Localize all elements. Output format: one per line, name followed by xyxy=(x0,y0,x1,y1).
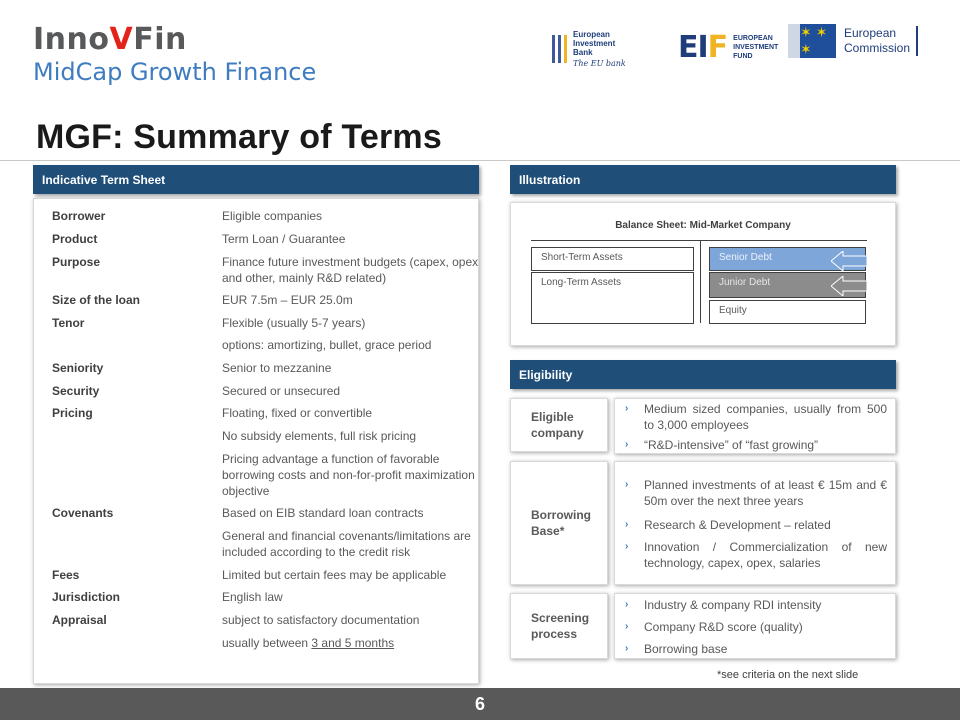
term-label: Jurisdiction xyxy=(52,590,121,604)
list-item: › Planned investments of at least € 15m and € 50m over the next three years xyxy=(625,478,887,508)
balance-sheet-top-line xyxy=(531,240,867,241)
chevron-right-icon: › xyxy=(625,621,629,632)
list-item: › Medium sized companies, usually from 500 to 3,000 employees xyxy=(625,402,887,432)
long-term-assets-box: Long-Term Assets xyxy=(531,272,694,324)
european-commission-logo: ✶ ✶ ✶ European Commission xyxy=(788,24,918,58)
term-label: Size of the loan xyxy=(52,293,141,307)
illustration-panel xyxy=(510,202,896,346)
footnote: *see criteria on the next slide xyxy=(717,669,859,681)
term-label: Covenants xyxy=(52,506,114,520)
illustration-header: Illustration xyxy=(510,165,896,194)
chevron-right-icon: › xyxy=(625,643,629,654)
screening-process-label: Screening process xyxy=(510,593,608,659)
chevron-right-icon: › xyxy=(625,479,629,490)
term-value: No subsidy elements, full risk pricing xyxy=(222,429,417,443)
list-item: › Borrowing base xyxy=(625,642,728,656)
junior-debt-box: Junior Debt xyxy=(709,272,866,298)
eif-logo: EIF EUROPEAN INVESTMENT FUND xyxy=(678,30,779,65)
term-value: Floating, fixed or convertible xyxy=(222,406,373,420)
term-value: Eligible companies xyxy=(222,209,323,223)
page-number: 6 xyxy=(474,693,485,714)
term-label: Pricing xyxy=(52,406,93,420)
eib-mark-icon xyxy=(552,35,567,63)
chevron-right-icon: › xyxy=(625,519,629,530)
term-sheet-header: Indicative Term Sheet xyxy=(33,165,479,194)
list-item: › Industry & company RDI intensity xyxy=(625,598,822,612)
chevron-right-icon: › xyxy=(625,439,629,450)
chevron-right-icon: › xyxy=(625,403,629,414)
term-label: Seniority xyxy=(52,361,104,375)
slide-title: MGF: Summary of Terms xyxy=(36,118,442,156)
term-value: options: amortizing, bullet, grace period xyxy=(222,338,432,352)
term-value: Senior to mezzanine xyxy=(222,361,332,375)
chevron-right-icon: › xyxy=(625,541,629,552)
term-label: Fees xyxy=(52,568,80,582)
term-value: usually between 3 and 5 months xyxy=(222,636,395,650)
term-label: Tenor xyxy=(52,316,85,330)
term-value: Finance future investment budgets (capex, opex and other, mainly R&D related) xyxy=(222,255,479,285)
eib-logo: European Investment Bank The EU bank xyxy=(552,30,626,68)
term-value: subject to satisfactory documentation xyxy=(222,613,420,627)
junior-arrow-icon xyxy=(831,276,867,296)
term-label: Purpose xyxy=(52,255,101,269)
logo-subtitle: MidCap Growth Finance xyxy=(33,58,317,86)
term-value: Secured or unsecured xyxy=(222,384,341,398)
term-label: Borrower xyxy=(52,209,106,223)
term-value: General and financial covenants/limitations are included according to the credit risk xyxy=(222,529,471,559)
list-item: › “R&D-intensive” of “fast growing” xyxy=(625,438,819,452)
footer-bar xyxy=(0,688,960,720)
term-value: Based on EIB standard loan contracts xyxy=(222,506,424,520)
borrowing-base-criteria xyxy=(614,461,896,585)
eif-mark: EIF xyxy=(678,30,728,65)
list-item: › Innovation / Commercialization of new technology, capex, opex, salaries xyxy=(625,540,887,570)
eligible-company-criteria xyxy=(614,398,896,454)
title-divider xyxy=(0,160,960,161)
equity-box: Equity xyxy=(709,300,866,324)
term-label: Product xyxy=(52,232,98,246)
balance-sheet-divider xyxy=(700,241,701,323)
screening-process-criteria xyxy=(614,593,896,659)
term-value: Limited but certain fees may be applicable xyxy=(222,568,447,582)
term-value: Flexible (usually 5-7 years) xyxy=(222,316,366,330)
senior-debt-box: Senior Debt xyxy=(709,247,866,271)
chevron-right-icon: › xyxy=(625,599,629,610)
borrowing-base-label: Borrowing Base* xyxy=(510,461,608,585)
term-value: EUR 7.5m – EUR 25.0m xyxy=(222,293,353,307)
term-value: Term Loan / Guarantee xyxy=(222,232,346,246)
list-item: › Research & Development – related xyxy=(625,518,831,532)
senior-arrow-icon xyxy=(831,251,867,271)
appraisal-duration: 3 and 5 months xyxy=(311,636,395,650)
eligibility-header: Eligibility xyxy=(510,360,896,389)
balance-sheet-title: Balance Sheet: Mid-Market Company xyxy=(615,220,791,231)
short-term-assets-box: Short-Term Assets xyxy=(531,247,694,271)
eu-flag-icon: ✶ ✶ ✶ xyxy=(788,24,836,58)
term-value: Pricing advantage a function of favorable borrowing costs and non-for-profit maximization objective xyxy=(222,452,475,498)
term-label: Appraisal xyxy=(52,613,107,627)
eligible-company-label: Eligible company xyxy=(510,398,608,452)
term-value: English law xyxy=(222,590,283,604)
term-label: Security xyxy=(52,384,100,398)
innovfin-logo xyxy=(33,22,316,88)
logo-main: InnoVFin xyxy=(33,22,187,57)
list-item: › Company R&D score (quality) xyxy=(625,620,803,634)
term-sheet-panel xyxy=(33,198,479,684)
